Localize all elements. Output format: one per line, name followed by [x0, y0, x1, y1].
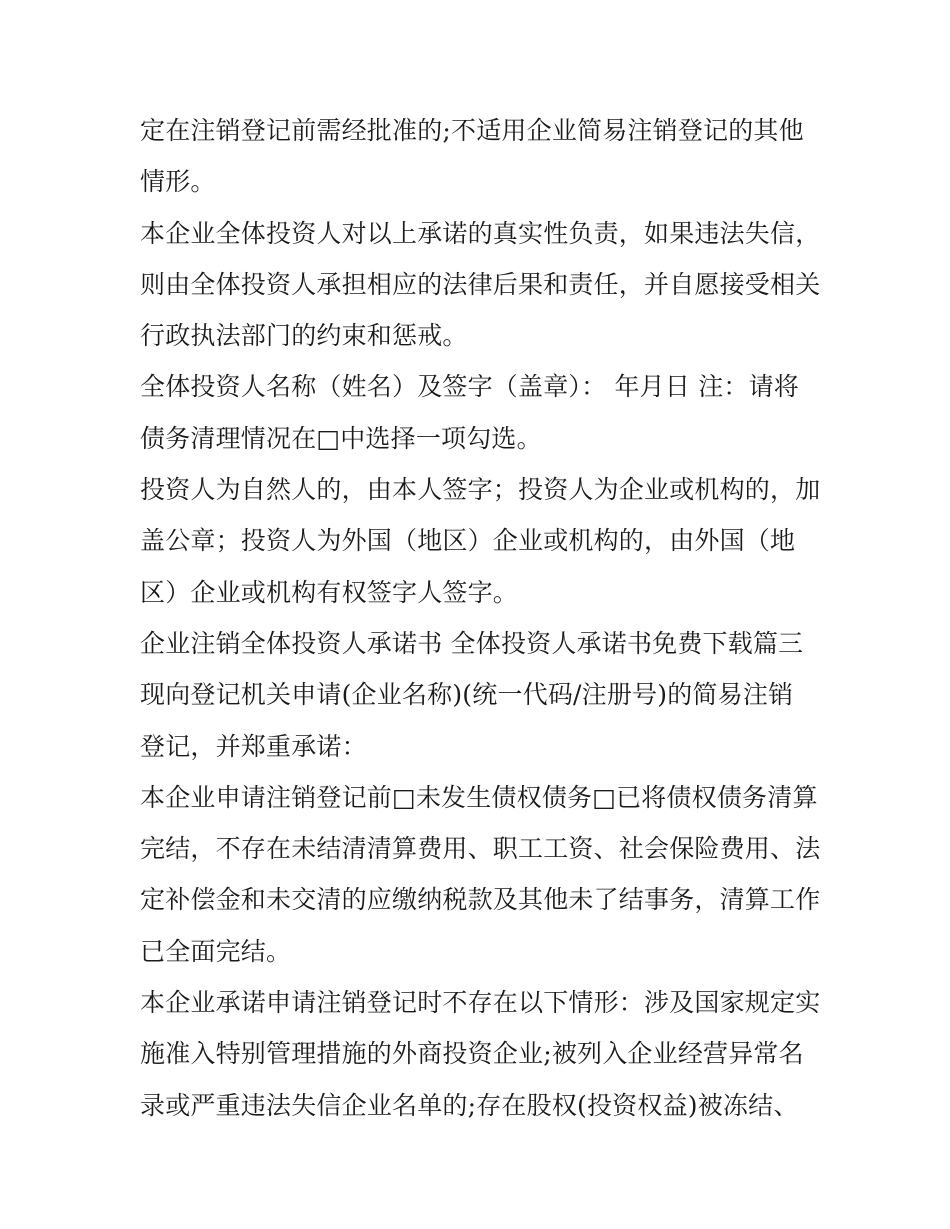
- text-line: 本企业承诺申请注销登记时不存在以下情形：涉及国家规定实: [140, 988, 821, 1018]
- text-line: 现向登记机关申请(企业名称)(统一代码/注册号)的简易注销: [140, 680, 794, 710]
- text-line: 全体投资人名称（姓名）及签字（盖章）： 年月日 注：请将: [140, 372, 799, 402]
- text-line: 定补偿金和未交清的应缴纳税款及其他未了结事务，清算工作: [140, 885, 821, 915]
- text-line: 施准入特别管理措施的外商投资企业;被列入企业经营异常名: [140, 1039, 804, 1069]
- text-line: 情形。: [140, 167, 216, 197]
- text-line: 债务清理情况在□中选择一项勾选。: [140, 423, 542, 453]
- text-line: 企业注销全体投资人承诺书 全体投资人承诺书免费下载篇三: [140, 628, 804, 658]
- text-line: 盖公章；投资人为外国（地区）企业或机构的，由外国（地: [140, 526, 796, 556]
- text-line: 则由全体投资人承担相应的法律后果和责任，并自愿接受相关: [140, 269, 821, 299]
- text-line: 登记，并郑重承诺：: [140, 731, 367, 761]
- text-line: 本企业申请注销登记前□未发生债权债务□已将债权债务清算: [140, 782, 818, 812]
- text-line: 投资人为自然人的，由本人签字；投资人为企业或机构的，加: [140, 475, 821, 505]
- text-line: 本企业全体投资人对以上承诺的真实性负责，如果违法失信，: [140, 218, 821, 248]
- text-line: 完结，不存在未结清清算费用、职工工资、社会保险费用、法: [140, 834, 821, 864]
- text-line: 录或严重违法失信企业名单的;存在股权(投资权益)被冻结、: [140, 1090, 799, 1120]
- document-body: [140, 105, 830, 1131]
- text-line: 区）企业或机构有权签字人签字。: [140, 577, 519, 607]
- text-line: 行政执法部门的约束和惩戒。: [140, 321, 468, 351]
- text-line: 定在注销登记前需经批准的;不适用企业简易注销登记的其他: [140, 116, 804, 145]
- text-line: 已全面完结。: [140, 936, 292, 966]
